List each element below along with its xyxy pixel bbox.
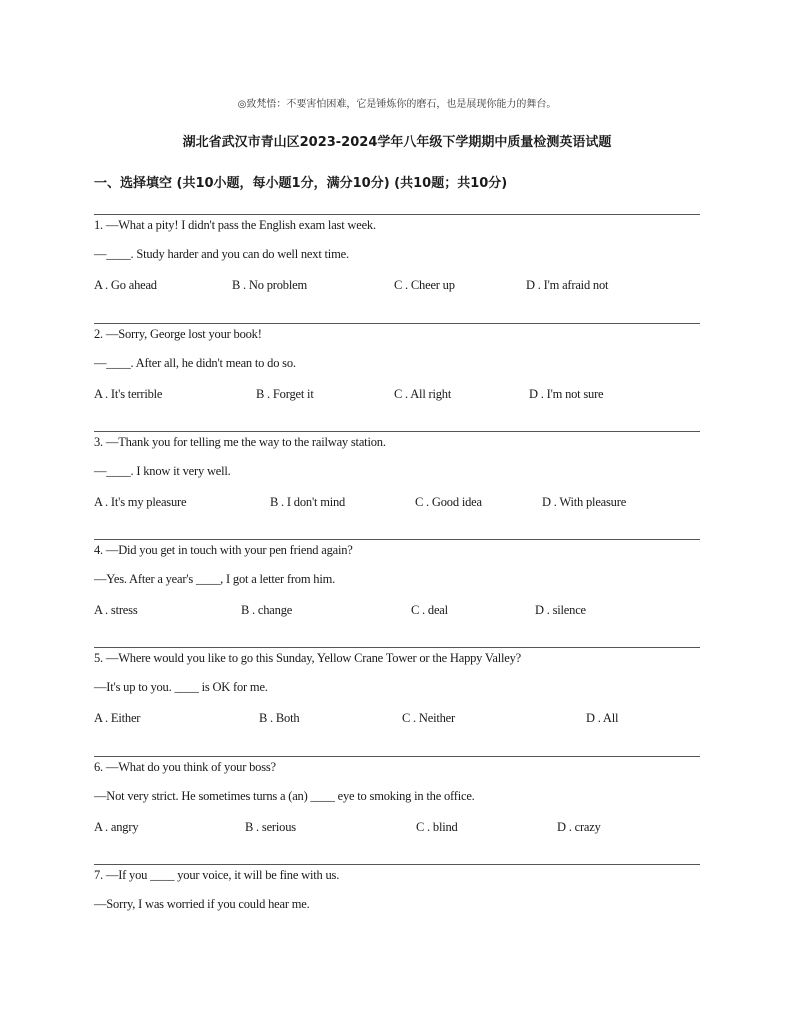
question-5-option-c[interactable]: C . Neither: [402, 711, 455, 725]
question-2-prompt: 2. —Sorry, George lost your book!: [94, 327, 262, 341]
question-divider: [94, 431, 700, 432]
question-5-response: —It's up to you. ____ is OK for me.: [94, 680, 268, 694]
question-4-option-d[interactable]: D . silence: [535, 603, 586, 617]
question-5-prompt: 5. —Where would you like to go this Sunday, Yellow Crane Tower or the Happy Valley?: [94, 651, 522, 665]
page-title: 湖北省武汉市青山区2023-2024学年八年级下学期期中质量检测英语试题: [182, 135, 612, 150]
question-2-option-a[interactable]: A . It's terrible: [94, 387, 163, 401]
question-6-option-c[interactable]: C . blind: [416, 820, 458, 834]
question-4-option-c[interactable]: C . deal: [411, 603, 448, 617]
question-7-response: —Sorry, I was worried if you could hear me.: [94, 897, 310, 911]
section-heading: 一、选择填空 (共10小题，每小题1分，满分10分) (共10题；共10分): [94, 176, 508, 191]
motto-text: ◎致梵悟：不要害怕困难，它是锤炼你的磨石，也是展现你能力的舞台。: [237, 99, 557, 110]
question-3-option-d[interactable]: D . With pleasure: [542, 495, 627, 509]
question-1-option-d[interactable]: D . I'm afraid not: [526, 278, 609, 292]
question-1-response: —____. Study harder and you can do well next time.: [94, 247, 349, 261]
question-1-option-c[interactable]: C . Cheer up: [394, 278, 455, 292]
question-5-option-d[interactable]: D . All: [586, 711, 619, 725]
question-1-option-a[interactable]: A . Go ahead: [94, 278, 157, 292]
question-5-option-b[interactable]: B . Both: [259, 711, 300, 725]
question-divider: [94, 647, 700, 648]
question-6-option-d[interactable]: D . crazy: [557, 820, 601, 834]
question-6-response: —Not very strict. He sometimes turns a (an) ____ eye to smoking in the office.: [94, 789, 475, 803]
question-1-option-b[interactable]: B . No problem: [232, 278, 307, 292]
question-2-option-c[interactable]: C . All right: [394, 387, 452, 401]
question-4-option-b[interactable]: B . change: [241, 603, 293, 617]
question-5-option-a[interactable]: A . Either: [94, 711, 141, 725]
question-3-option-a[interactable]: A . It's my pleasure: [94, 495, 187, 509]
question-4-response: —Yes. After a year's ____, I got a letter from him.: [94, 572, 336, 586]
question-3-option-b[interactable]: B . I don't mind: [270, 495, 346, 509]
question-6-option-b[interactable]: B . serious: [245, 820, 296, 834]
question-2-option-b[interactable]: B . Forget it: [256, 387, 314, 401]
question-3-response: —____. I know it very well.: [94, 464, 231, 478]
question-2-response: —____. After all, he didn't mean to do so.: [94, 356, 296, 370]
question-4-option-a[interactable]: A . stress: [94, 603, 138, 617]
question-divider: [94, 323, 700, 324]
question-divider: [94, 214, 700, 215]
question-7-prompt: 7. —If you ____ your voice, it will be fine with us.: [94, 868, 340, 882]
question-divider: [94, 864, 700, 865]
question-divider: [94, 756, 700, 757]
question-3-option-c[interactable]: C . Good idea: [415, 495, 482, 509]
question-6-option-a[interactable]: A . angry: [94, 820, 139, 834]
question-6-prompt: 6. —What do you think of your boss?: [94, 760, 276, 774]
question-1-prompt: 1. —What a pity! I didn't pass the English exam last week.: [94, 218, 376, 232]
question-divider: [94, 539, 700, 540]
question-2-option-d[interactable]: D . I'm not sure: [529, 387, 604, 401]
question-4-prompt: 4. —Did you get in touch with your pen friend again?: [94, 543, 353, 557]
question-3-prompt: 3. —Thank you for telling me the way to the railway station.: [94, 435, 386, 449]
